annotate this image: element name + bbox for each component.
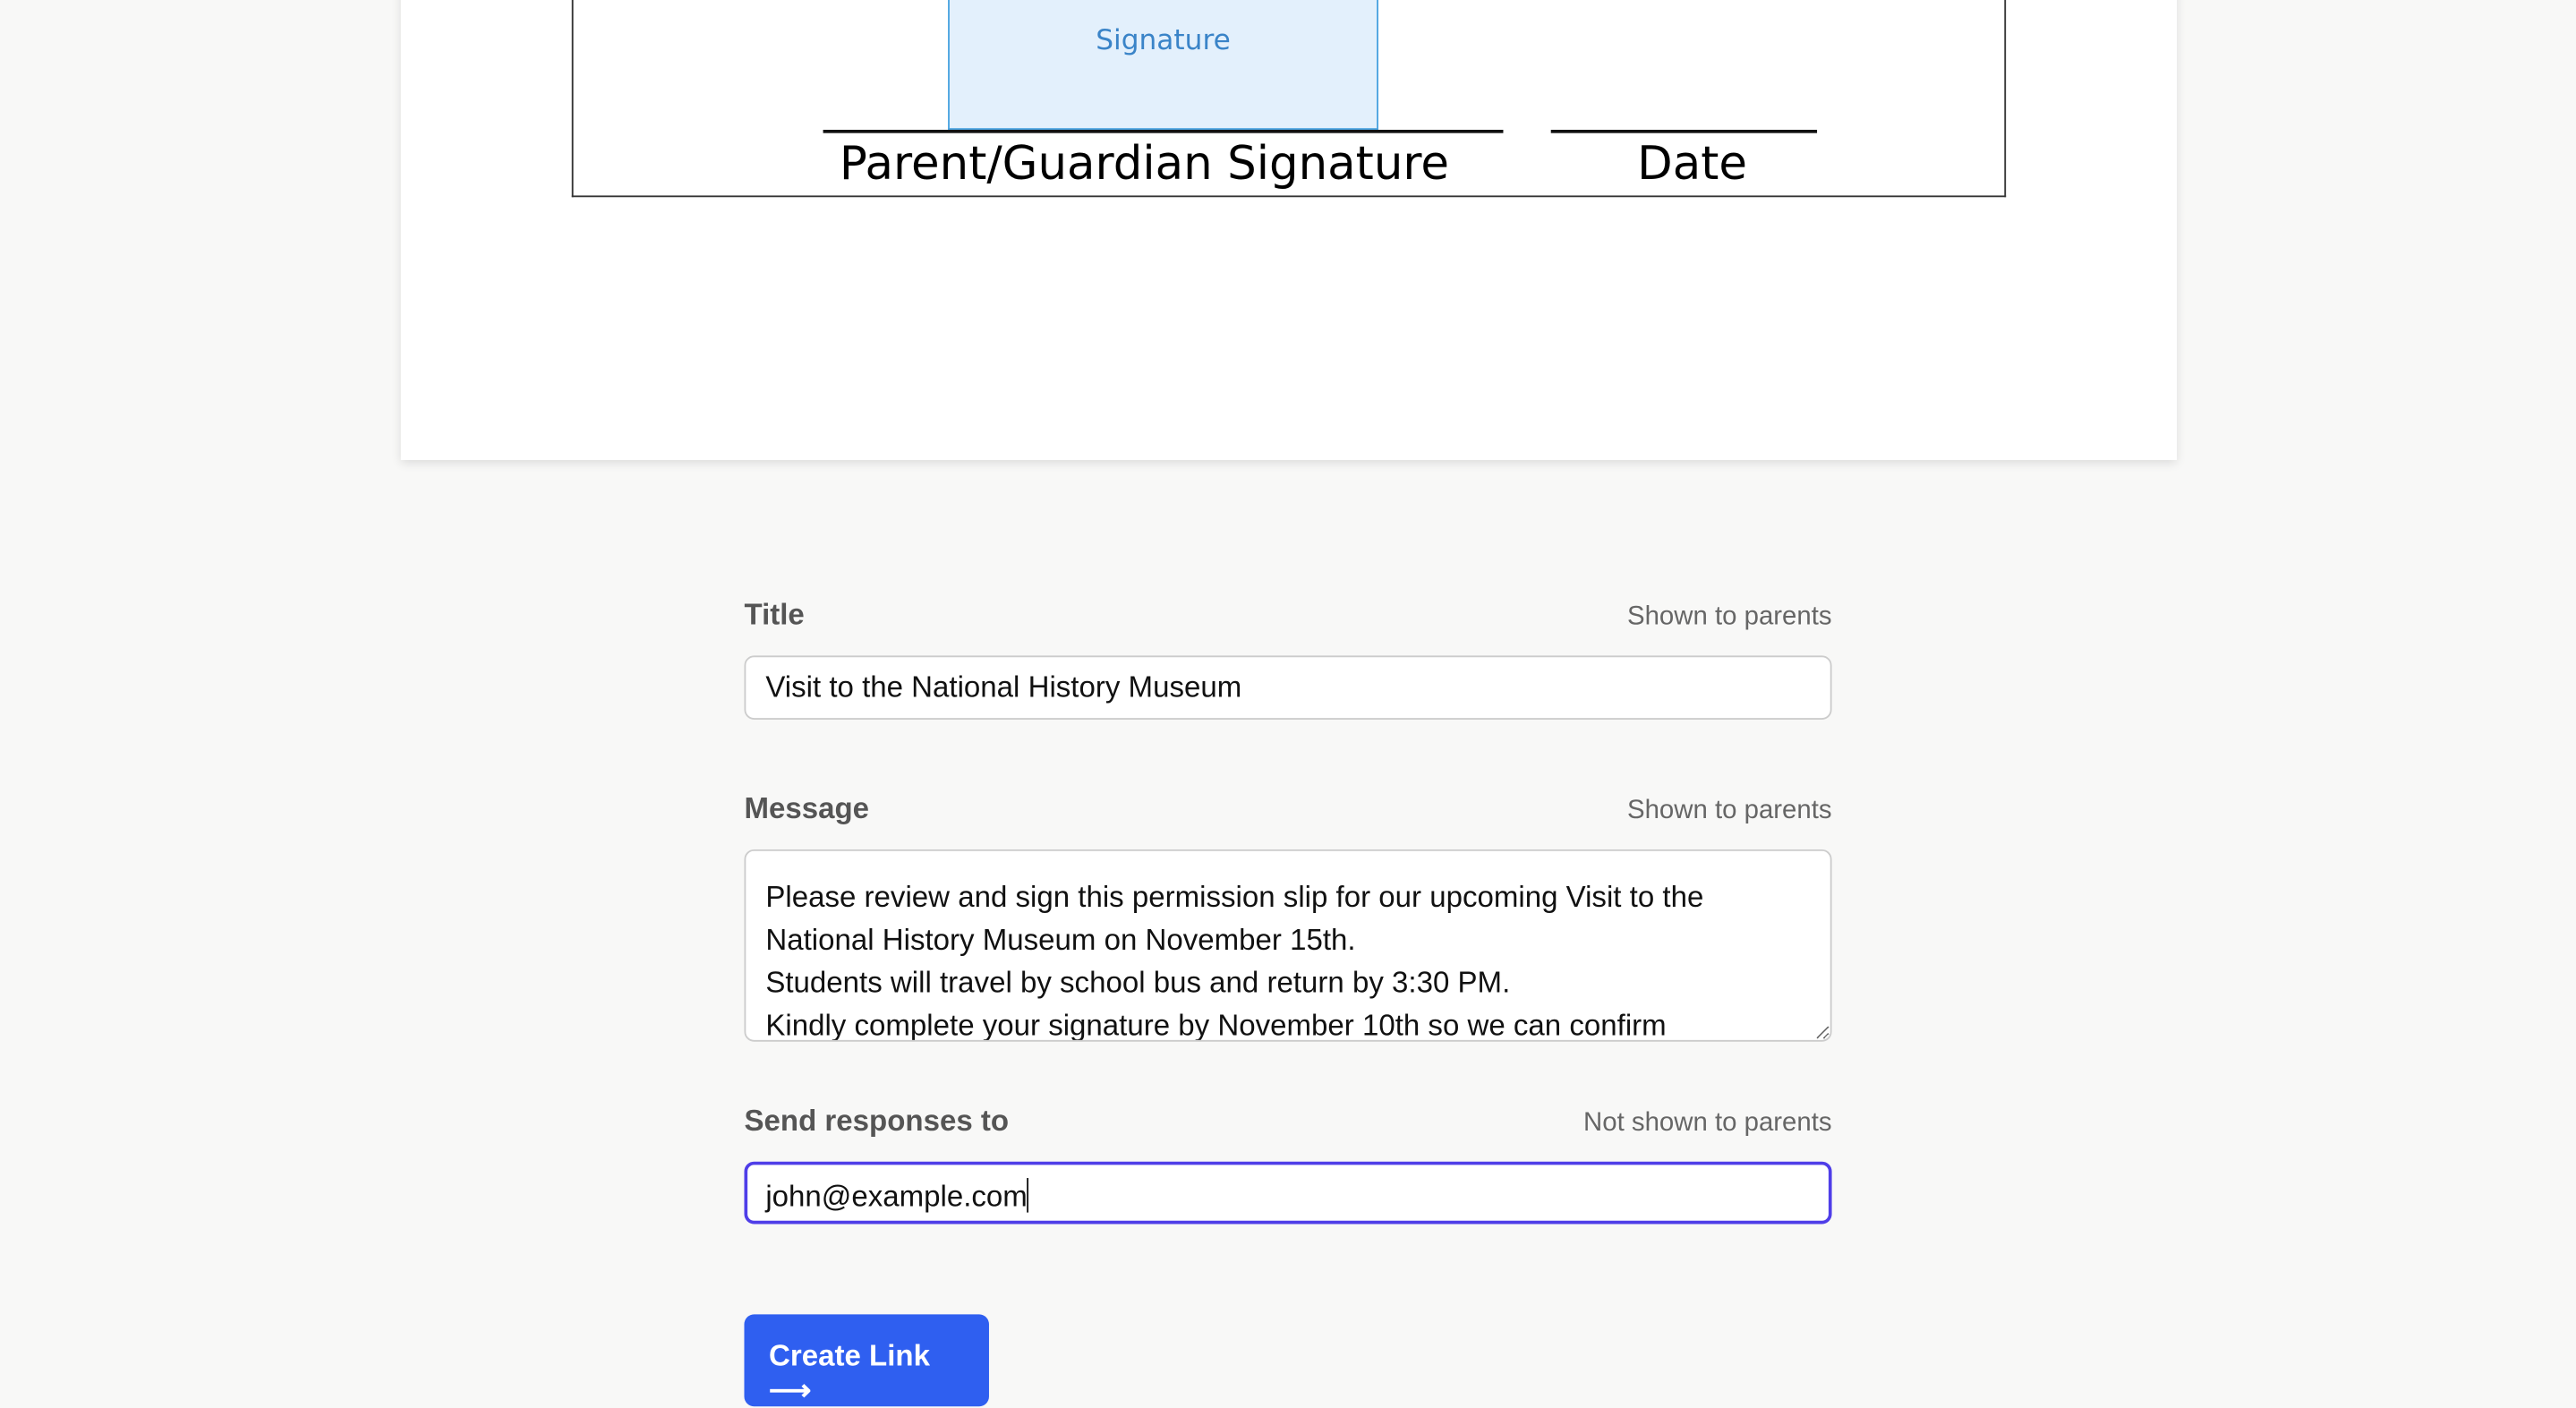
signature-field[interactable] <box>948 0 1378 130</box>
link-form <box>744 598 1831 1224</box>
create-link-button[interactable]: Create Link ⟶ <box>744 1314 988 1406</box>
date-caption: Date <box>1637 136 1747 191</box>
responses-email-input[interactable] <box>744 1162 1831 1225</box>
message-label: Message <box>744 791 870 825</box>
document-preview <box>401 0 2177 460</box>
permission-slip <box>572 0 2006 197</box>
message-textarea[interactable] <box>744 849 1831 1042</box>
date-line <box>1551 130 1817 133</box>
signature-field-label: Signature <box>1096 24 1231 58</box>
responses-label: Send responses to <box>744 1104 1010 1138</box>
responses-email-value: john@example.com <box>765 1179 1028 1213</box>
title-label: Title <box>744 598 805 631</box>
text-cursor <box>1028 1178 1029 1213</box>
signature-line <box>823 130 1504 133</box>
title-input[interactable] <box>744 655 1831 720</box>
responses-hint: Not shown to parents <box>1583 1108 1832 1138</box>
signature-caption: Parent/Guardian Signature <box>839 136 1450 191</box>
title-hint: Shown to parents <box>1627 602 1832 631</box>
message-hint: Shown to parents <box>1627 797 1832 825</box>
